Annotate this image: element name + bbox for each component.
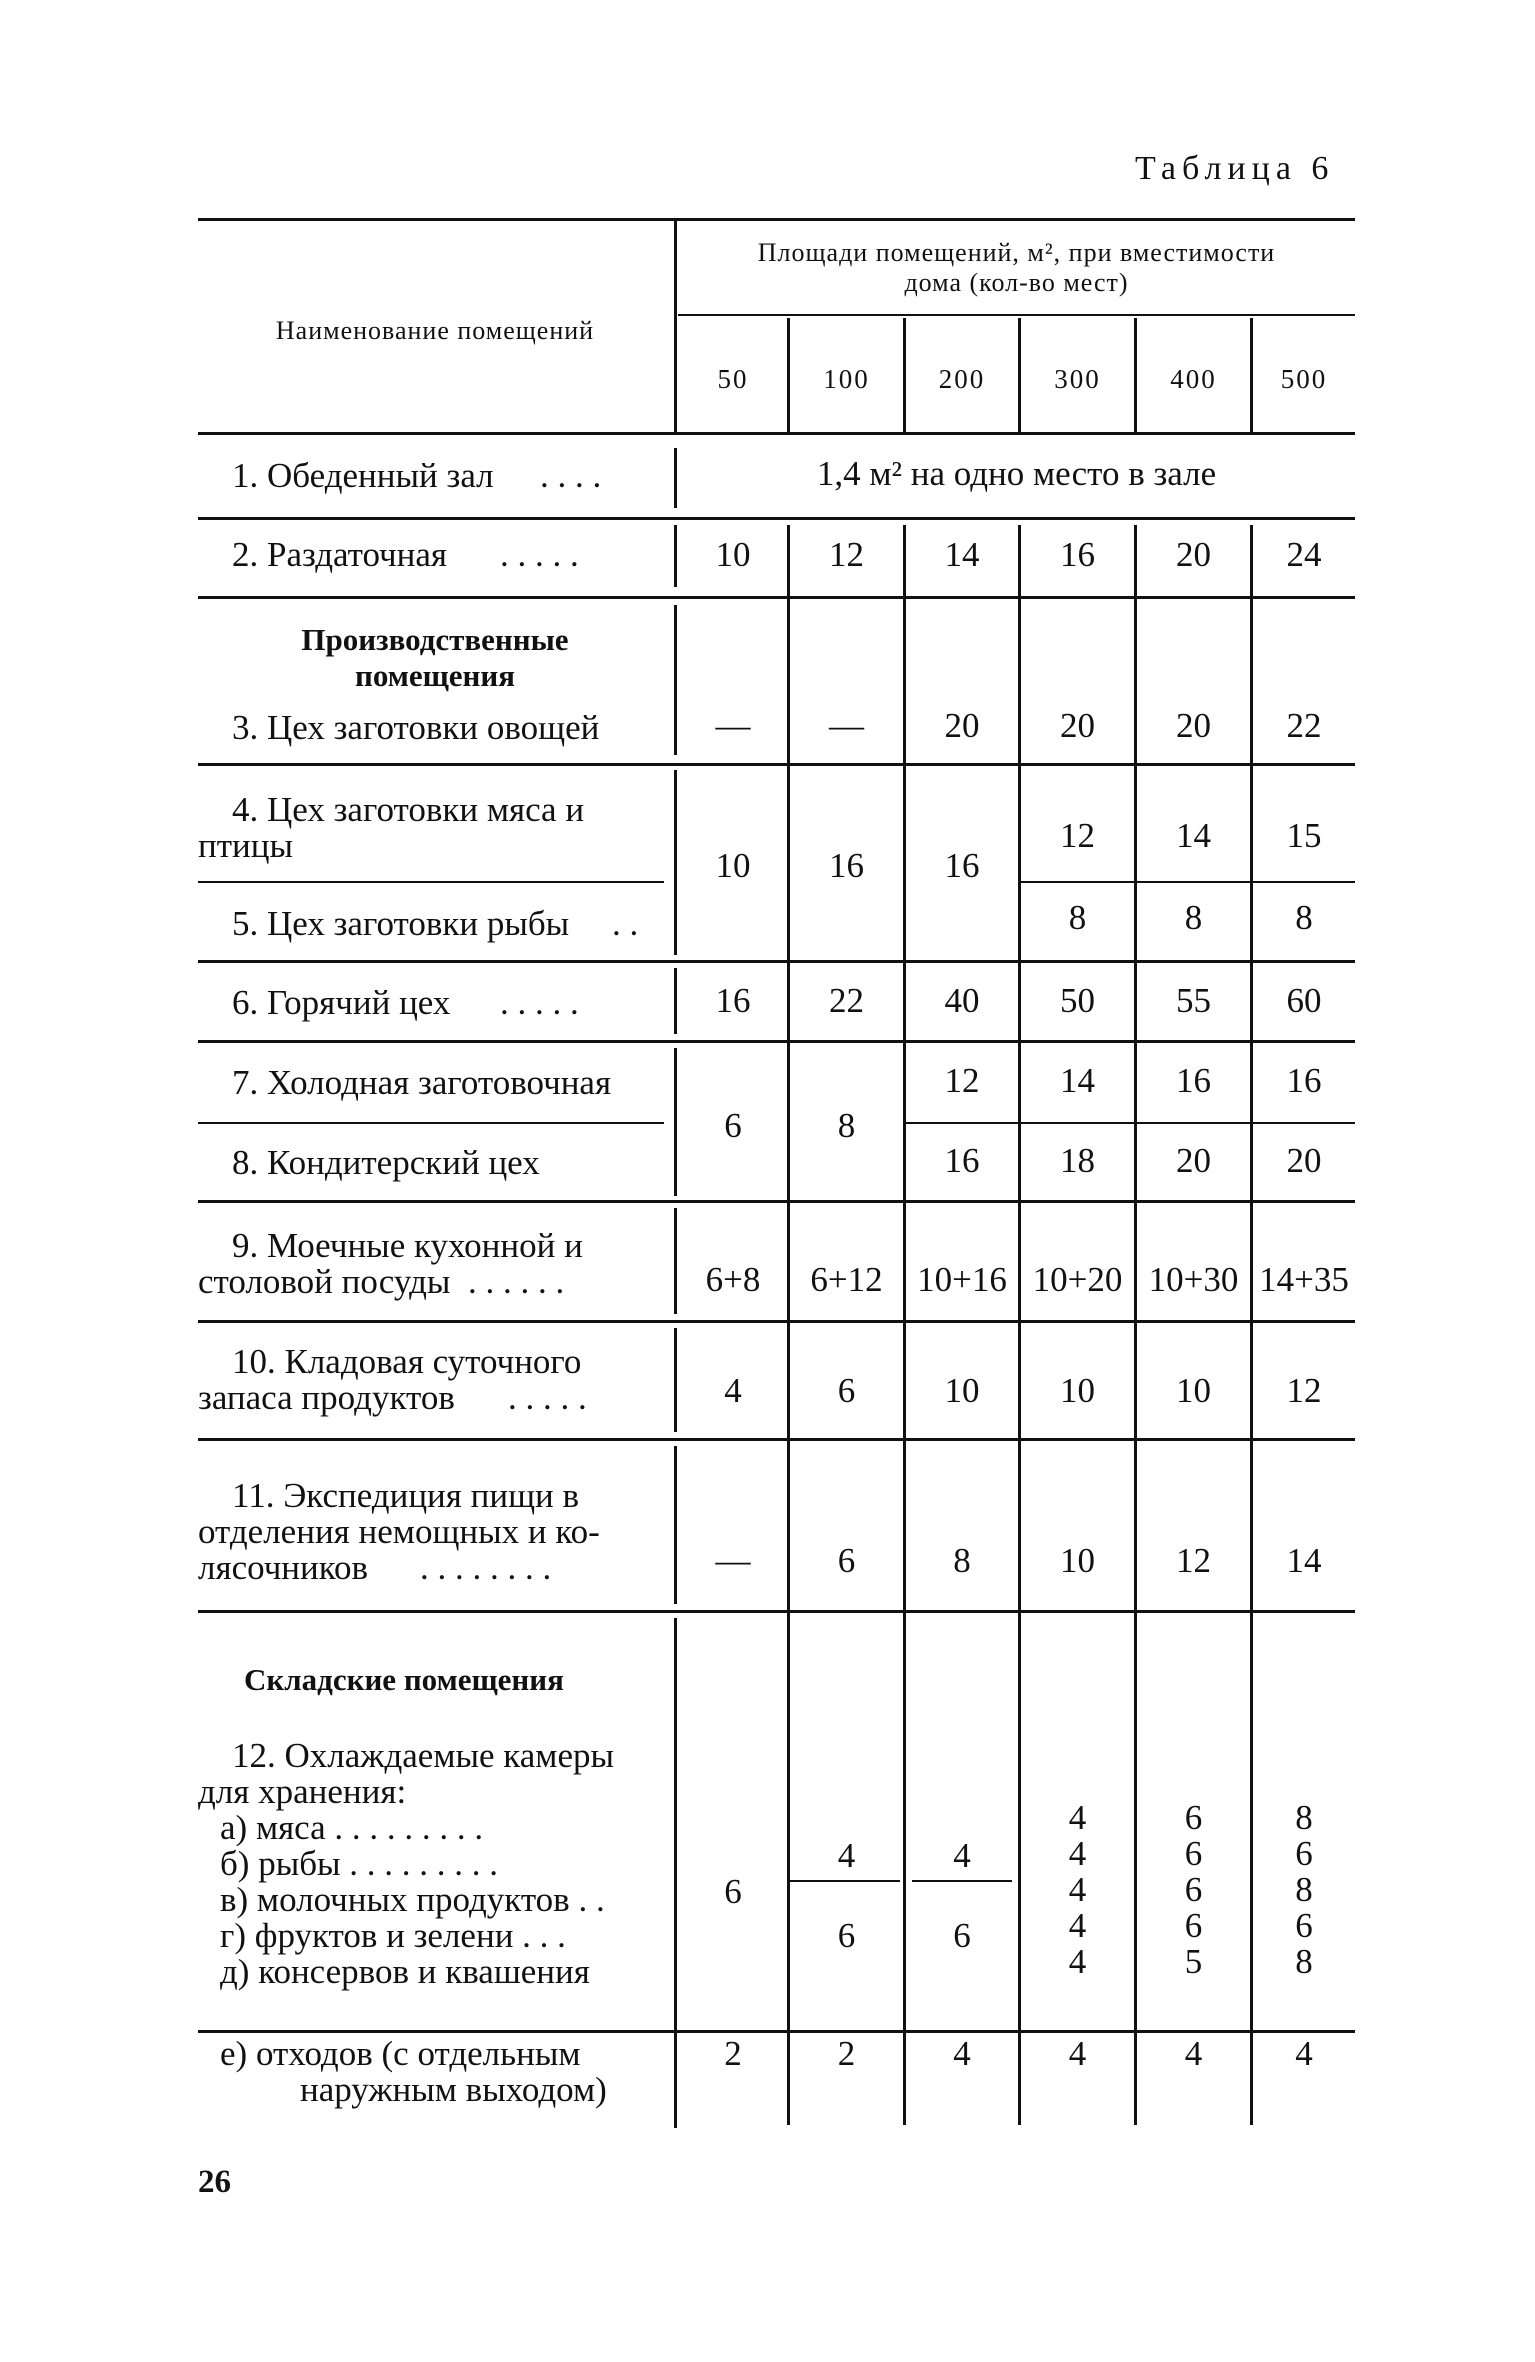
row12-value-100-b: 6 <box>837 1916 856 1955</box>
row10-dots: . . . . . <box>508 1378 587 1417</box>
vrule-name-r1 <box>674 448 677 508</box>
row6-label: 6. Горячий цех <box>232 983 451 1022</box>
row45-merged-50: 10 <box>715 846 751 885</box>
row10-value-300: 10 <box>1060 1371 1095 1410</box>
header-name-column: Наименование помещений <box>275 316 595 345</box>
rule-row7-values <box>905 1122 1355 1124</box>
rule-r12-100 <box>790 1880 900 1882</box>
rule-row1 <box>198 517 1355 520</box>
header-area-line1: Площади помещений, м², при вместимости <box>757 238 1276 267</box>
row5-value-400: 8 <box>1184 898 1203 937</box>
vrule-name-r6 <box>674 968 677 1034</box>
row12-value-300-dairy: 4 <box>1068 1870 1087 1909</box>
row3-value-300: 20 <box>1060 706 1095 745</box>
row12-value-50: 6 <box>724 1872 742 1911</box>
row12-values-300 <box>1021 1800 1134 1980</box>
row12-value-500-preserves: 8 <box>1295 1942 1313 1981</box>
rule-row2 <box>198 596 1355 599</box>
row12e-value-50: 2 <box>724 2034 742 2073</box>
row3-value-50: — <box>715 706 751 745</box>
row12e-value-100: 2 <box>837 2034 856 2073</box>
row6-value-500: 60 <box>1286 981 1322 1020</box>
vrule-name-header <box>674 218 677 435</box>
row12-value-400-dairy: 6 <box>1184 1870 1203 1909</box>
row7-label: 7. Холодная заготовочная <box>232 1063 612 1102</box>
row12e-value-500: 4 <box>1295 2034 1313 2073</box>
rule-top <box>198 218 1355 221</box>
header-area-line2: дома (кол-во мест) <box>904 268 1129 297</box>
row9-value-100: 6+12 <box>810 1260 883 1299</box>
row11-value-400: 12 <box>1176 1541 1211 1580</box>
rule-row4-values <box>1020 881 1355 883</box>
row3-value-400: 20 <box>1176 706 1211 745</box>
row11-label-line1: 11. Экспедиция пищи в <box>232 1476 580 1515</box>
vrule-name-r3 <box>674 605 677 755</box>
row11-label-line2: отделения немощных и ко- <box>198 1512 600 1551</box>
row9-label-line2: столовой посуды <box>198 1262 451 1301</box>
row12-value-400-fish: 6 <box>1184 1834 1203 1873</box>
header-capacity-200: 200 <box>938 364 986 394</box>
row6-value-400: 55 <box>1176 981 1211 1020</box>
row11-value-100: 6 <box>837 1541 856 1580</box>
row12-value-300-fruit: 4 <box>1068 1906 1087 1945</box>
row5-label: 5. Цех заготовки рыбы <box>232 904 570 943</box>
row12-value-500-dairy: 8 <box>1295 1870 1313 1909</box>
row12-item-meat: а) мяса . . . . . . . . . <box>220 1808 484 1847</box>
row6-dots: . . . . . <box>500 983 579 1022</box>
rule-row9 <box>198 1320 1355 1323</box>
row7-value-300: 14 <box>1060 1061 1095 1100</box>
header-capacity-300: 300 <box>1054 364 1101 394</box>
vrule-name-r45 <box>674 770 677 955</box>
vrule-name-r12 <box>674 1618 677 2128</box>
row12e-value-200: 4 <box>953 2034 971 2073</box>
row2-value-500: 24 <box>1286 535 1322 574</box>
row6-value-200: 40 <box>944 981 980 1020</box>
row9-value-300: 10+20 <box>1032 1260 1123 1299</box>
row12-value-400-meat: 6 <box>1184 1798 1203 1837</box>
row12-item-dairy: в) молочных продуктов . . <box>220 1880 605 1919</box>
row10-value-50: 4 <box>724 1371 742 1410</box>
row2-value-400: 20 <box>1176 535 1211 574</box>
row10-label-line2: запаса продуктов <box>198 1378 455 1417</box>
row11-value-200: 8 <box>953 1541 971 1580</box>
row3-value-200: 20 <box>944 706 980 745</box>
rule-r12e <box>198 2030 1355 2033</box>
rule-row7-label <box>198 1122 664 1124</box>
row12-label-line2: для хранения: <box>198 1772 407 1811</box>
row5-value-500: 8 <box>1295 898 1313 937</box>
row12-value-200-b: 6 <box>953 1916 971 1955</box>
vrule-name-r9 <box>674 1208 677 1314</box>
row12e-label-line1: е) отходов (с отдельным <box>220 2034 581 2073</box>
table-caption: Таблица 6 <box>1135 150 1335 187</box>
row12-item-preserves: д) консервов и квашения <box>220 1952 590 1991</box>
rule-row6 <box>198 1040 1355 1043</box>
row12-value-500-meat: 8 <box>1295 1798 1313 1837</box>
row7-value-400: 16 <box>1176 1061 1211 1100</box>
row12-values-500 <box>1253 1800 1355 1980</box>
vrule-name-r2 <box>674 525 677 587</box>
row6-value-300: 50 <box>1060 981 1095 1020</box>
row4-value-400: 14 <box>1176 816 1211 855</box>
row1-label: 1. Обеденный зал <box>232 456 494 495</box>
row10-value-200: 10 <box>944 1371 980 1410</box>
row6-value-50: 16 <box>715 981 751 1020</box>
row9-value-200: 10+16 <box>917 1260 1007 1299</box>
header-capacity-500: 500 <box>1280 364 1328 394</box>
row12-item-fish: б) рыбы . . . . . . . . . <box>220 1844 499 1883</box>
row11-dots: . . . . . . . . <box>420 1548 552 1587</box>
row8-value-500: 20 <box>1286 1141 1322 1180</box>
row12-value-500-fish: 6 <box>1295 1834 1313 1873</box>
row3-value-500: 22 <box>1286 706 1322 745</box>
row45-merged-100: 16 <box>829 846 864 885</box>
row3-value-100: — <box>829 706 864 745</box>
row12-value-500-fruit: 6 <box>1295 1906 1313 1945</box>
row2-value-50: 10 <box>715 535 751 574</box>
page-number: 26 <box>198 2164 231 2200</box>
row12e-value-300: 4 <box>1068 2034 1087 2073</box>
row4-label-line1: 4. Цех заготовки мяса и <box>232 790 585 829</box>
row12-values-400 <box>1137 1800 1250 1980</box>
rule-header-bottom <box>198 432 1355 435</box>
row9-value-500: 14+35 <box>1259 1260 1349 1299</box>
row8-value-400: 20 <box>1176 1141 1211 1180</box>
row2-value-100: 12 <box>829 535 864 574</box>
row5-dots: . . <box>612 904 639 943</box>
rule-row11 <box>198 1610 1355 1613</box>
row6-value-100: 22 <box>829 981 864 1020</box>
row12e-value-400: 4 <box>1184 2034 1203 2073</box>
row9-value-50: 6+8 <box>705 1260 761 1299</box>
row12-value-400-preserves: 5 <box>1184 1942 1203 1981</box>
row7-value-200: 12 <box>944 1061 980 1100</box>
row9-value-400: 10+30 <box>1148 1260 1239 1299</box>
row4-label-line2: птицы <box>198 826 294 865</box>
vrule-name-r11 <box>674 1446 677 1604</box>
header-capacity-400: 400 <box>1170 364 1217 394</box>
row8-label: 8. Кондитерский цех <box>232 1143 540 1182</box>
row4-value-500: 15 <box>1286 816 1322 855</box>
rule-row10 <box>198 1438 1355 1441</box>
row8-value-300: 18 <box>1060 1141 1095 1180</box>
header-capacity-100: 100 <box>823 364 870 394</box>
row9-dots: . . . . . . <box>468 1262 565 1301</box>
section-production-line1: Производственные <box>301 622 569 657</box>
row1-span-value: 1,4 м² на одно место в зале <box>816 454 1217 493</box>
vrule-name-r10 <box>674 1328 677 1432</box>
vrule-c2-body <box>903 525 906 2125</box>
row12e-label-line2: наружным выходом) <box>300 2070 607 2109</box>
header-capacity-50: 50 <box>717 364 749 394</box>
row78-merged-50: 6 <box>724 1106 742 1145</box>
row12-value-100-a: 4 <box>837 1836 856 1875</box>
row8-value-200: 16 <box>944 1141 980 1180</box>
rule-row4-label <box>198 881 664 883</box>
section-storage: Складские помещения <box>244 1662 564 1697</box>
row10-value-100: 6 <box>837 1371 856 1410</box>
row11-value-50: — <box>715 1541 751 1580</box>
row2-dots: . . . . . <box>500 535 579 574</box>
row3-label: 3. Цех заготовки овощей <box>232 708 600 747</box>
row12-value-200-a: 4 <box>953 1836 971 1875</box>
row45-merged-200: 16 <box>944 846 980 885</box>
row11-value-300: 10 <box>1060 1541 1095 1580</box>
row10-value-400: 10 <box>1176 1371 1211 1410</box>
row12-item-fruit: г) фруктов и зелени . . . <box>220 1916 566 1955</box>
row2-label: 2. Раздаточная <box>232 535 448 574</box>
row5-value-300: 8 <box>1068 898 1087 937</box>
row9-label-line1: 9. Моечные кухонной и <box>232 1226 583 1265</box>
row2-value-300: 16 <box>1060 535 1095 574</box>
vrule-name-r78 <box>674 1048 677 1196</box>
row11-value-500: 14 <box>1286 1541 1322 1580</box>
row12-label-line1: 12. Охлаждаемые камеры <box>232 1736 614 1775</box>
rule-row3 <box>198 763 1355 766</box>
row12-value-400-fruit: 6 <box>1184 1906 1203 1945</box>
row1-dots: . . . . <box>540 456 602 495</box>
row10-label-line1: 10. Кладовая суточного <box>232 1342 582 1381</box>
row11-label-line3: лясочников <box>198 1548 369 1587</box>
row12-value-300-fish: 4 <box>1068 1834 1087 1873</box>
row4-value-300: 12 <box>1060 816 1095 855</box>
row12-value-300-preserves: 4 <box>1068 1942 1087 1981</box>
row12-value-300-meat: 4 <box>1068 1798 1087 1837</box>
row2-value-200: 14 <box>944 535 980 574</box>
section-production-line2: помещения <box>354 658 516 693</box>
rule-row5 <box>198 960 1355 963</box>
row78-merged-100: 8 <box>837 1106 856 1145</box>
rule-row8 <box>198 1200 1355 1203</box>
row10-value-500: 12 <box>1286 1371 1322 1410</box>
rule-header-mid <box>678 314 1355 316</box>
row7-value-500: 16 <box>1286 1061 1322 1100</box>
rule-r12-200 <box>912 1880 1012 1882</box>
